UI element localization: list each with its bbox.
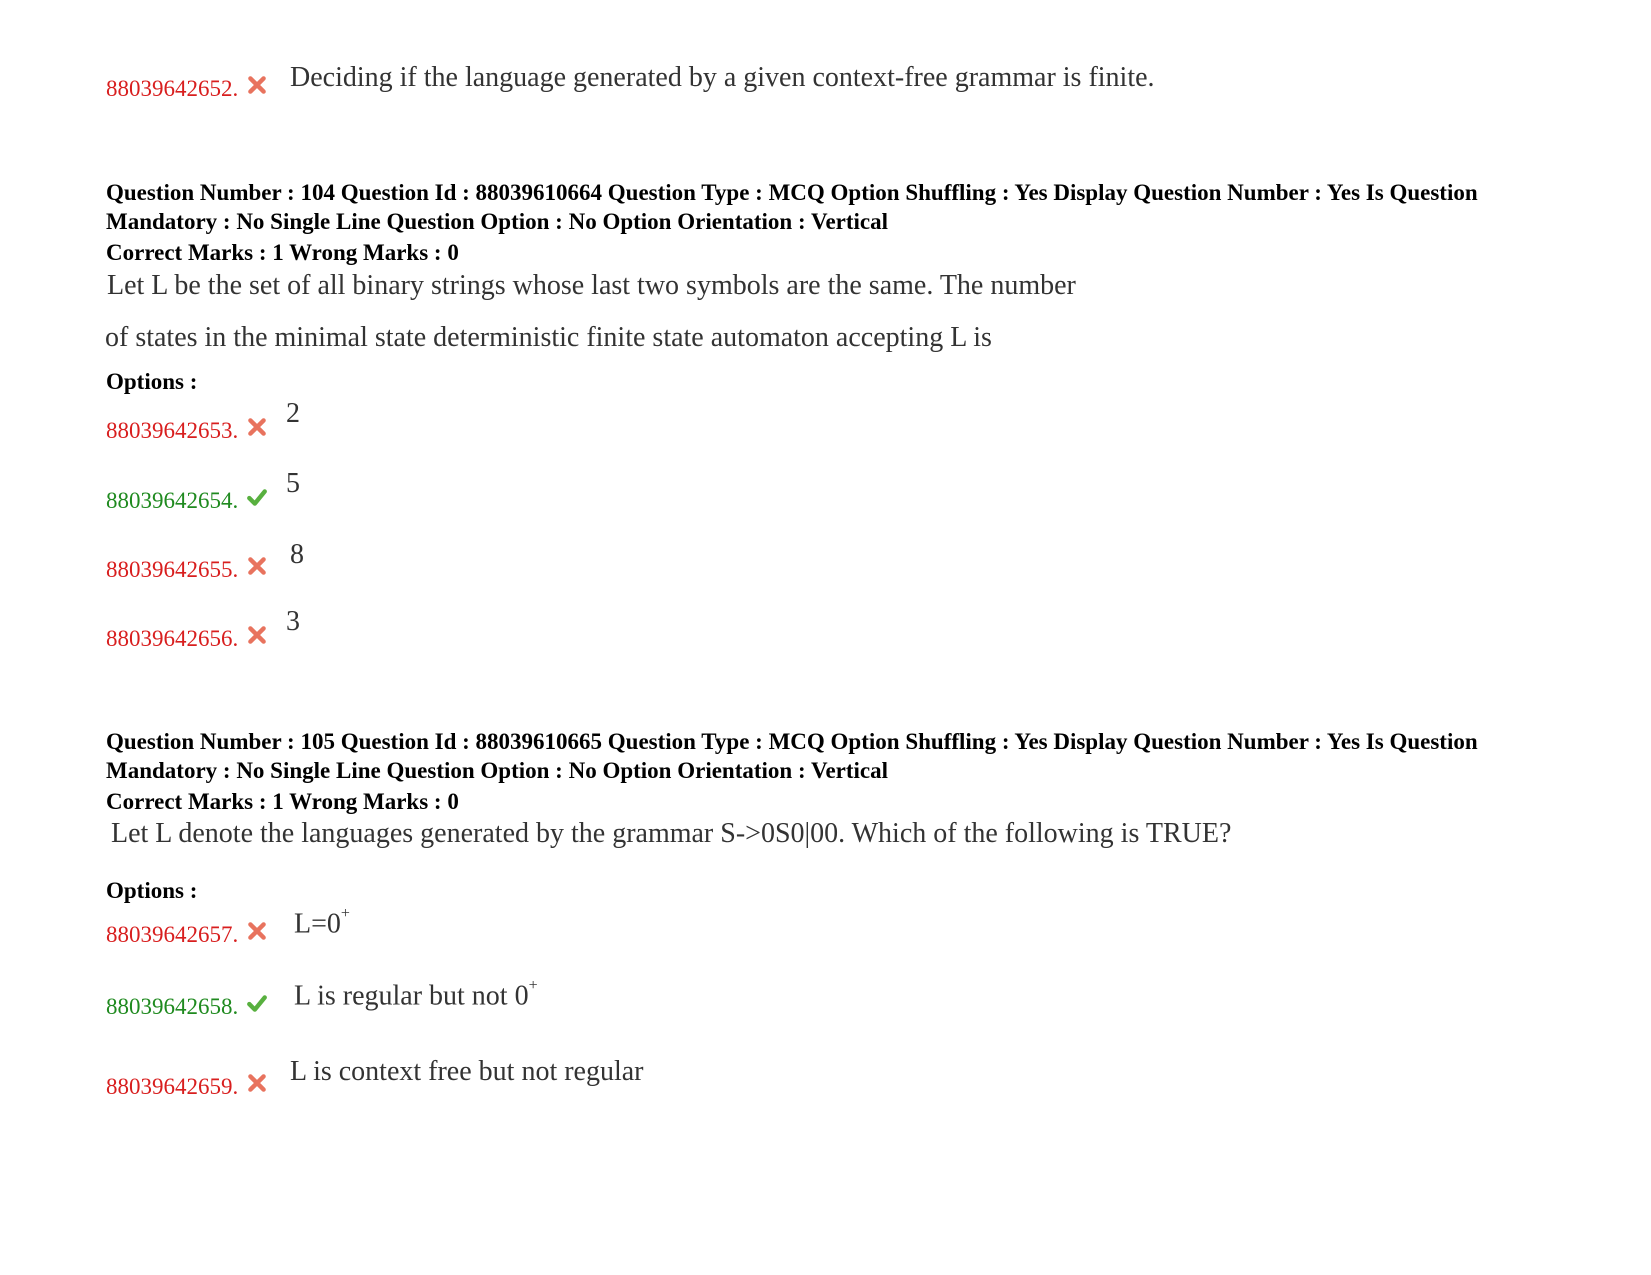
option-text: L is context free but not regular bbox=[290, 1056, 644, 1087]
option-text bbox=[294, 976, 538, 1011]
option-row bbox=[106, 468, 300, 513]
question-marks: Correct Marks : 1 Wrong Marks : 0 bbox=[106, 789, 459, 814]
option-row bbox=[106, 398, 300, 443]
cross-icon bbox=[246, 1072, 268, 1094]
option-row bbox=[106, 1054, 644, 1099]
option-row bbox=[106, 537, 304, 582]
option-text bbox=[294, 904, 350, 939]
question-text-line-1: Let L be the set of all binary strings whose last two symbols are the same. The number bbox=[107, 270, 1076, 301]
option-id: 88039642656. bbox=[106, 626, 239, 651]
cross-icon bbox=[246, 920, 268, 942]
option-id: 88039642659. bbox=[106, 1074, 239, 1099]
check-icon bbox=[246, 486, 268, 508]
option-id: 88039642652. bbox=[106, 76, 239, 101]
option-row bbox=[106, 56, 1155, 101]
option-text: 3 bbox=[286, 606, 300, 637]
cross-icon bbox=[246, 624, 268, 646]
option-row bbox=[106, 902, 350, 947]
question-meta: Question Number : 104 Question Id : 88039610664 Question Type : MCQ Option Shuffling : Yes Display Question Number : Yes Is Question Mandatory : No Single Line Question Option : No Option Orientation : Vertical bbox=[106, 180, 1478, 234]
option-id: 88039642658. bbox=[106, 994, 239, 1019]
option-row bbox=[106, 974, 538, 1019]
check-icon bbox=[246, 992, 268, 1014]
option-row bbox=[106, 606, 300, 651]
cross-icon bbox=[246, 416, 268, 438]
superscript: + bbox=[528, 976, 538, 994]
question-text-line-2: of states in the minimal state deterministic finite state automaton accepting L is bbox=[105, 322, 992, 353]
question-marks: Correct Marks : 1 Wrong Marks : 0 bbox=[106, 240, 459, 265]
superscript: + bbox=[340, 904, 350, 922]
option-text: 5 bbox=[286, 468, 300, 499]
question-text-line-1: Let L denote the languages generated by the grammar S->0S0|00. Which of the following is TRUE? bbox=[111, 818, 1232, 849]
cross-icon bbox=[246, 555, 268, 577]
options-label: Options : bbox=[106, 878, 198, 903]
cross-icon bbox=[246, 74, 268, 96]
option-text-main: L=0 bbox=[294, 908, 341, 939]
option-id: 88039642653. bbox=[106, 418, 239, 443]
option-text: 8 bbox=[290, 539, 304, 570]
option-id: 88039642654. bbox=[106, 488, 239, 513]
option-text: 2 bbox=[286, 398, 300, 429]
option-text-main: L is regular but not 0 bbox=[294, 980, 529, 1011]
question-meta: Question Number : 105 Question Id : 88039610665 Question Type : MCQ Option Shuffling : Yes Display Question Number : Yes Is Question Mandatory : No Single Line Question Option : No Option Orientation : Vertical bbox=[106, 729, 1478, 783]
option-id: 88039642657. bbox=[106, 922, 239, 947]
option-id: 88039642655. bbox=[106, 557, 239, 582]
options-label: Options : bbox=[106, 369, 198, 394]
option-text: Deciding if the language generated by a given context-free grammar is finite. bbox=[290, 62, 1155, 93]
